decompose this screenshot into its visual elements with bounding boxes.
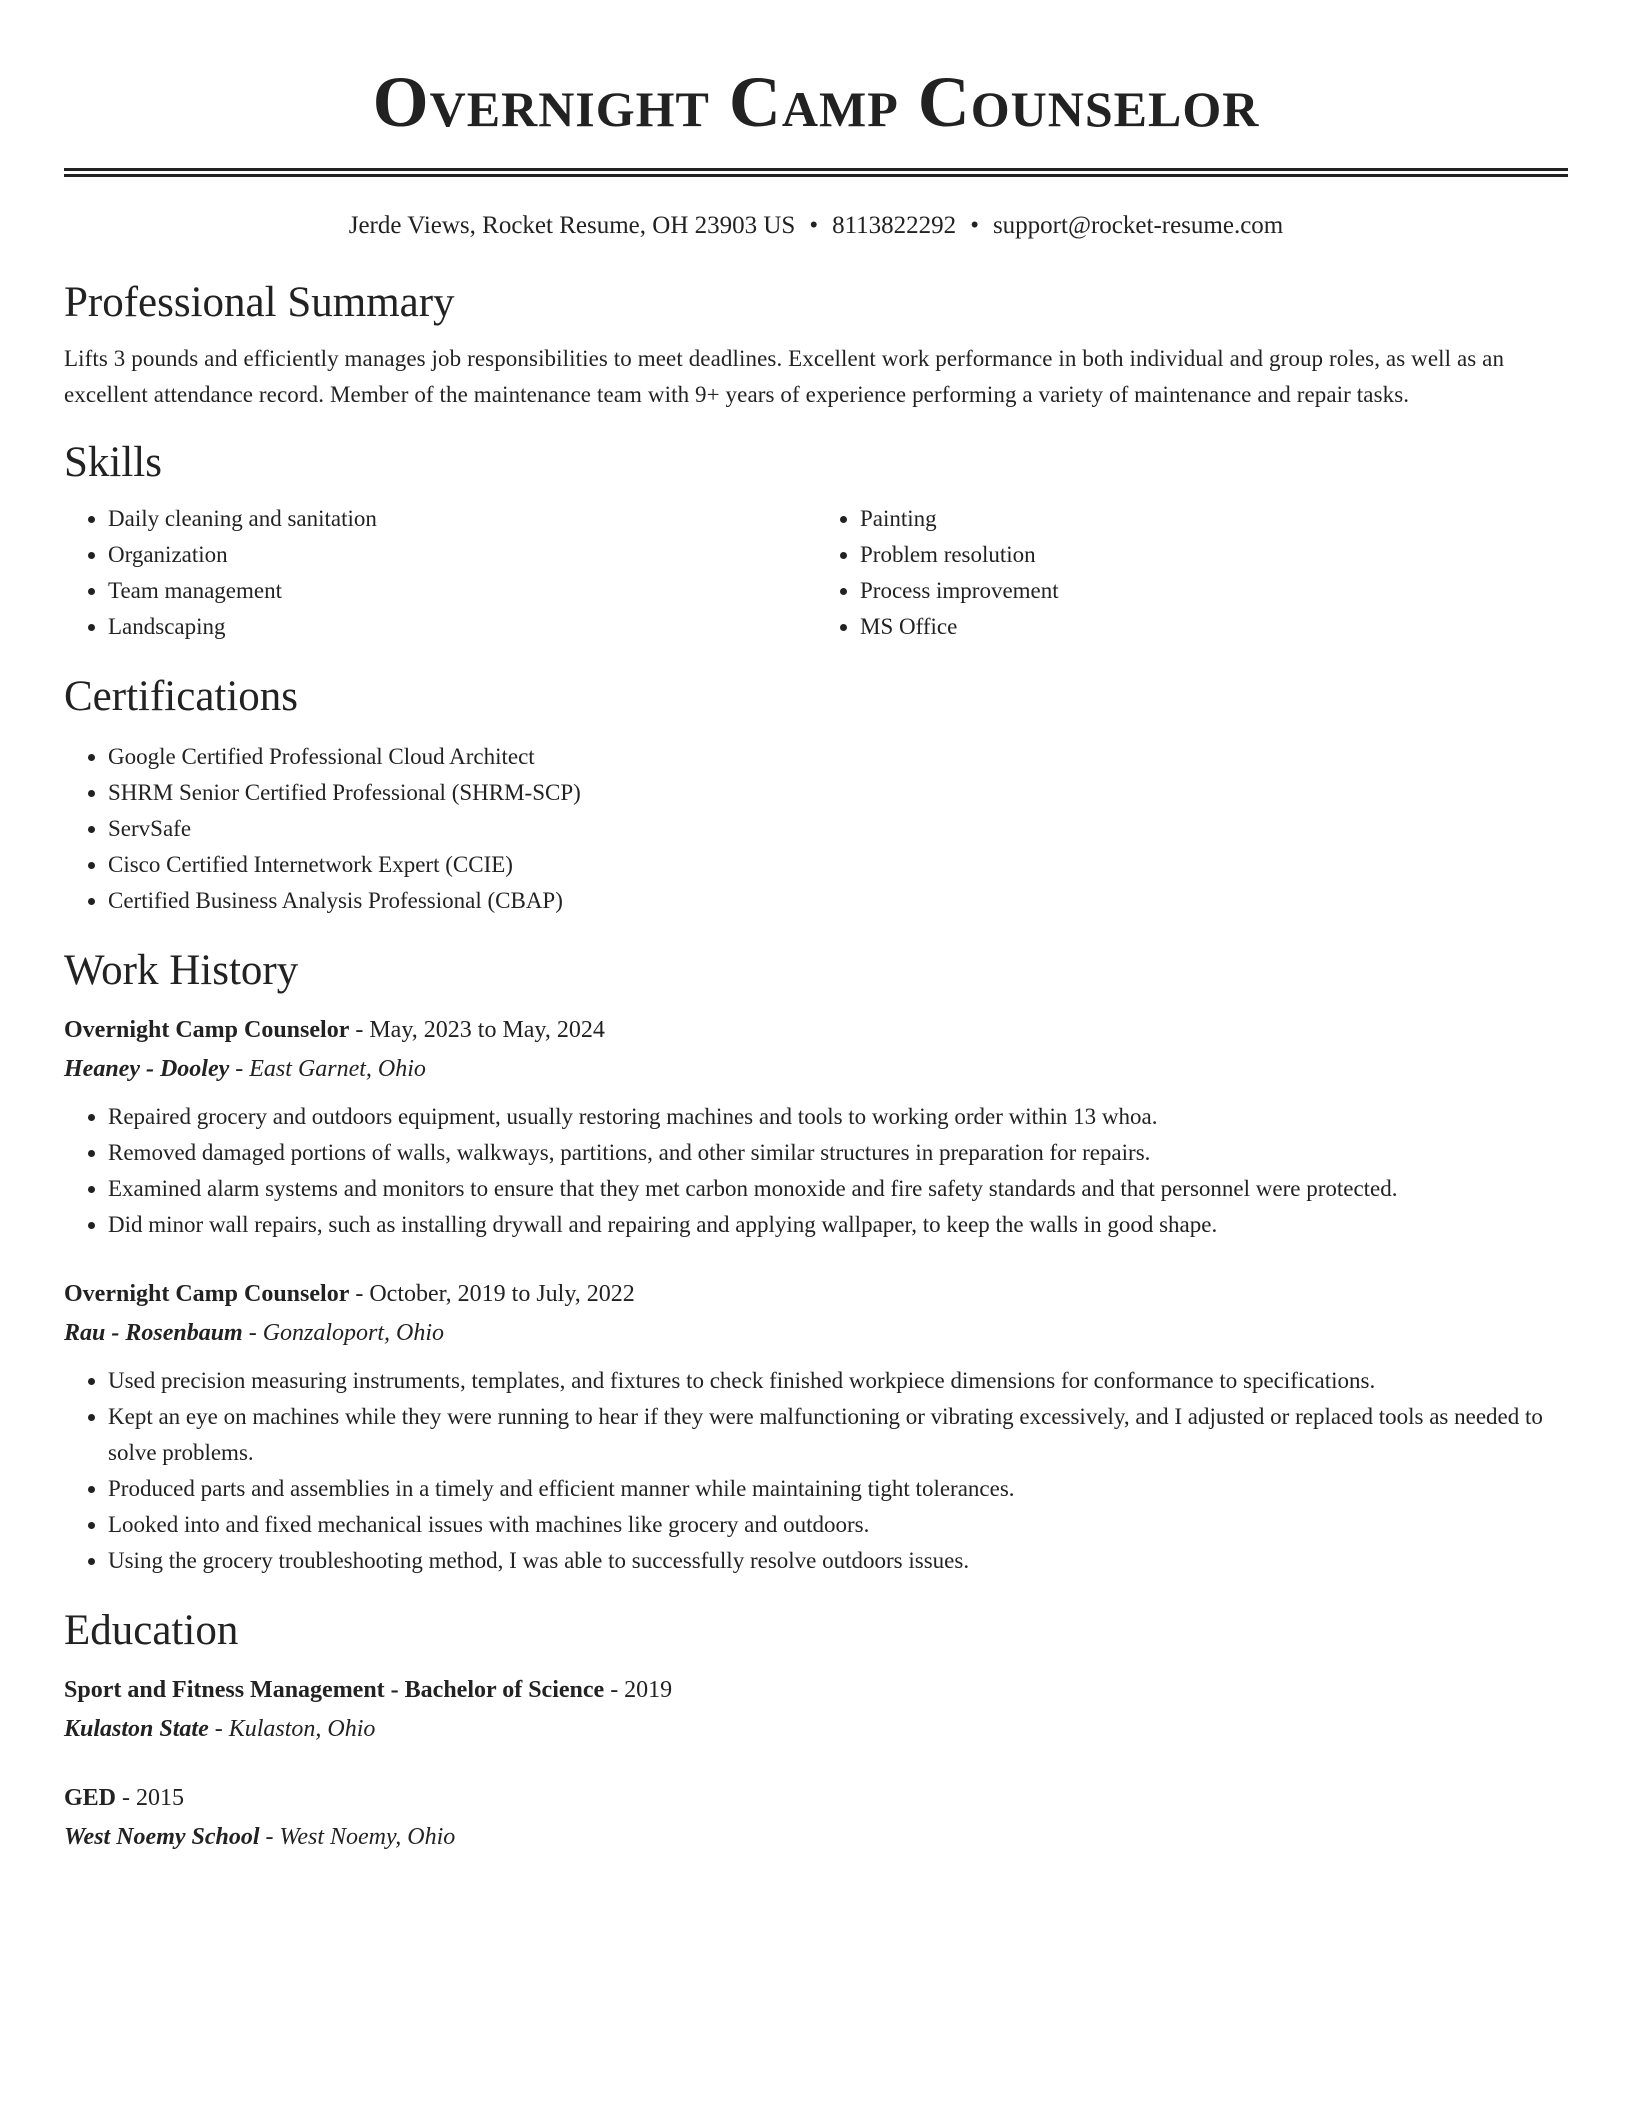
resume-name: Overnight Camp Counselor: [372, 62, 1260, 142]
job-location: - Gonzaloport, Ohio: [242, 1320, 445, 1346]
education-degree: Sport and Fitness Management - Bachelor of Science: [64, 1677, 605, 1703]
education-entry: [64, 1671, 1568, 1749]
contact-email: support@rocket-resume.com: [992, 212, 1284, 239]
job-header: [64, 1011, 1568, 1049]
certification-item: • ServSafe: [108, 811, 1568, 847]
contact-address: Jerde Views, Rocket Resume, OH 23903 US: [348, 212, 796, 239]
skill-item: • Painting: [860, 501, 1568, 537]
job-bullet: • Looked into and fixed mechanical issues with machines like grocery and outdoors.: [108, 1507, 1568, 1543]
skill-item: • MS Office: [860, 609, 1568, 645]
education-location: - West Noemy, Ohio: [259, 1824, 456, 1850]
job-bullet: • Used precision measuring instruments, templates, and fixtures to check finished workpiece dimensions for conformance to specifications.: [108, 1363, 1568, 1399]
work-history-heading: Work History: [64, 947, 299, 994]
education-year: - 2015: [116, 1785, 185, 1811]
skill-item: • Problem resolution: [860, 537, 1568, 573]
job-dates: - May, 2023 to May, 2024: [349, 1017, 605, 1043]
skill-item: • Process improvement: [860, 573, 1568, 609]
education-heading: Education: [64, 1607, 239, 1654]
summary-text: Lifts 3 pounds and efficiently manages job responsibilities to meet deadlines. Excellent work performance in both individual and group roles, as well as an excellent attendance record. Member of the maintenance team with 9+ years of experience performing a variety of maintenance and repair tasks.: [64, 346, 1505, 407]
job-position: Overnight Camp Counselor: [64, 1017, 350, 1043]
job-dates: - October, 2019 to July, 2022: [349, 1281, 635, 1307]
certification-item: • Certified Business Analysis Professional (CBAP): [108, 883, 1568, 919]
contact-phone: 8113822292: [832, 212, 957, 239]
job-position: Overnight Camp Counselor: [64, 1281, 350, 1307]
job-bullet: • Removed damaged portions of walls, walkways, partitions, and other similar structures in preparation for repairs.: [108, 1135, 1568, 1171]
education-year: - 2019: [604, 1677, 673, 1703]
summary-heading: Professional Summary: [64, 279, 455, 326]
education-entry: [64, 1779, 1568, 1857]
job-entry: [64, 1275, 1568, 1579]
job-location: - East Garnet, Ohio: [229, 1056, 426, 1082]
education-school: Kulaston State: [64, 1716, 209, 1742]
job-company: Rau - Rosenbaum: [64, 1320, 243, 1346]
job-bullets: [64, 1363, 1568, 1579]
job-bullet: • Did minor wall repairs, such as installing drywall and repairing and applying wallpaper, to keep the walls in good shape.: [108, 1207, 1568, 1243]
certification-item: • Cisco Certified Internetwork Expert (CCIE): [108, 847, 1568, 883]
skill-item: • Landscaping: [108, 609, 816, 645]
certifications-heading: Certifications: [64, 673, 299, 720]
job-header: [64, 1275, 1568, 1313]
skills-list: [64, 501, 1568, 645]
job-bullet: • Produced parts and assemblies in a timely and efficient manner while maintaining tight tolerances.: [108, 1471, 1568, 1507]
job-bullet: • Repaired grocery and outdoors equipment, usually restoring machines and tools to working order within 13 whoa.: [108, 1099, 1568, 1135]
certifications-list: [64, 739, 1568, 919]
certification-item: • Google Certified Professional Cloud Architect: [108, 739, 1568, 775]
skills-column-left: [64, 501, 816, 645]
education-school-line: [64, 1709, 1568, 1749]
job-bullet: • Examined alarm systems and monitors to ensure that they met carbon monoxide and fire safety standards and that personnel were protected.: [108, 1171, 1568, 1207]
education-location: - Kulaston, Ohio: [208, 1716, 376, 1742]
skill-item: • Team management: [108, 573, 816, 609]
skills-heading: Skills: [64, 439, 162, 486]
contact-separator: •: [970, 212, 979, 239]
skill-item: • Daily cleaning and sanitation: [108, 501, 816, 537]
job-company: Heaney - Dooley: [64, 1056, 230, 1082]
job-employer: [64, 1313, 1568, 1353]
education-school: West Noemy School: [64, 1824, 260, 1850]
job-bullets: [64, 1099, 1568, 1243]
job-employer: [64, 1049, 1568, 1089]
skill-item: • Organization: [108, 537, 816, 573]
education-degree-line: [64, 1671, 1568, 1709]
contact-line: [64, 209, 1568, 243]
header-divider: [64, 168, 1568, 177]
education-degree: GED: [64, 1785, 117, 1811]
job-entry: [64, 1011, 1568, 1243]
contact-separator: •: [809, 212, 819, 239]
job-bullet: • Kept an eye on machines while they were running to hear if they were malfunctioning or vibrating excessively, and I adjusted or replaced tools as needed to solve problems.: [108, 1399, 1568, 1471]
education-school-line: [64, 1817, 1568, 1857]
job-bullet: • Using the grocery troubleshooting method, I was able to successfully resolve outdoors issues.: [108, 1543, 1568, 1579]
certification-item: • SHRM Senior Certified Professional (SHRM-SCP): [108, 775, 1568, 811]
education-degree-line: [64, 1779, 1568, 1817]
skills-column-right: [816, 501, 1568, 645]
